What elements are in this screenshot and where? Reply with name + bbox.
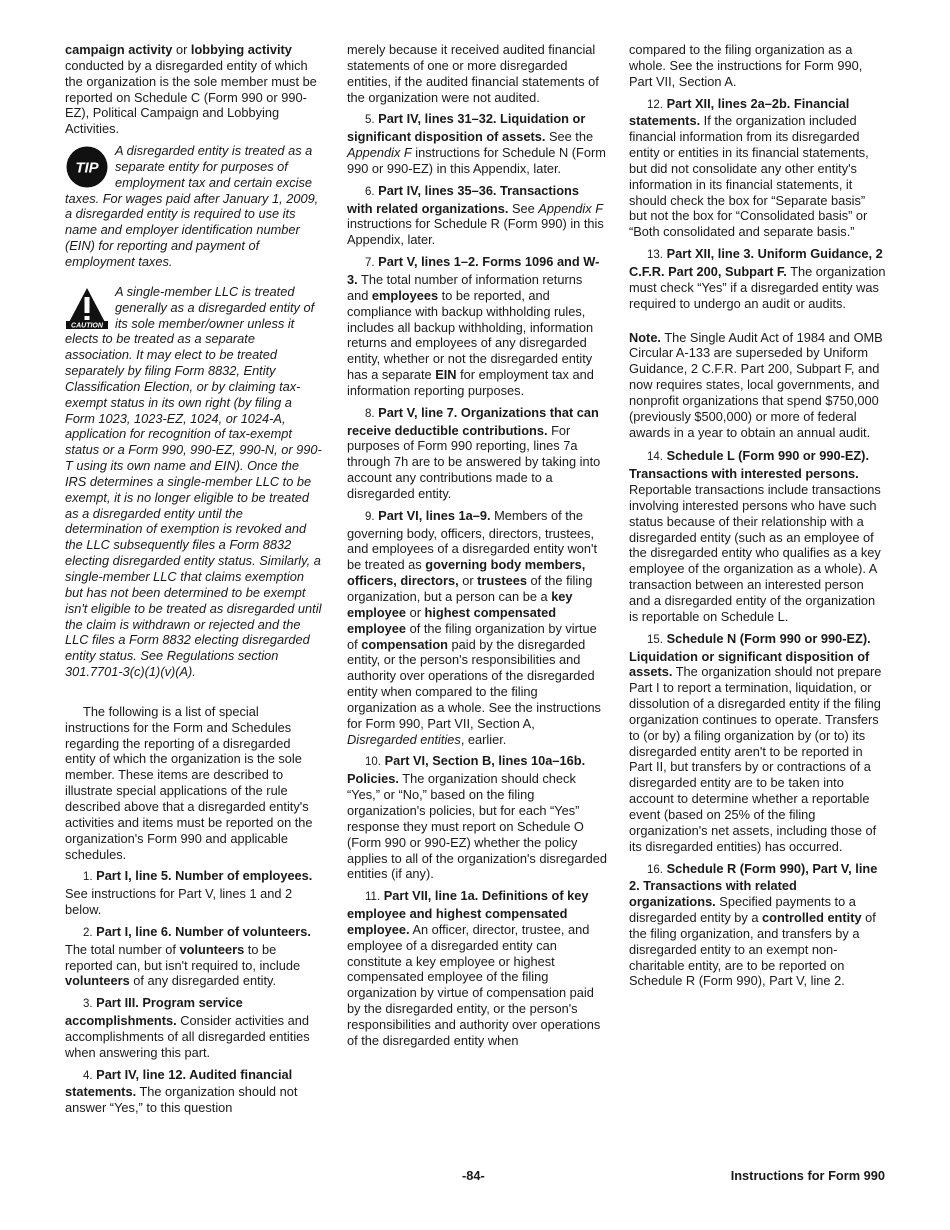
- item-2: 2. Part I, line 6. Number of volunteers. The total number of volunteers to be reported can, but isn't required to, include volunteers of any disregarded entity.: [65, 923, 311, 989]
- tip-icon: [65, 146, 109, 188]
- item-14: 14. Schedule L (Form 990 or 990-EZ). Transactions with interested persons. Reportable transactions include transactions involving interested persons who have such status because of their relationship with a disregarded entity (such as an employee of the disregarded entity who qualifies as a key employee of the organization as a whole). A transaction between an interested person and a disregarded entity of the organization is reportable on Schedule L.: [629, 448, 881, 624]
- item-3: 3. Part III. Program service accomplishments. Consider activities and accomplishments of all disregarded entities when answering this part.: [65, 995, 310, 1060]
- item-5: 5. Part IV, lines 31–32. Liquidation or significant disposition of assets. See the Appendix F instructions for Schedule N (Form 990 or 990-EZ) in this Appendix, later.: [347, 111, 606, 176]
- column-3: [629, 42, 886, 995]
- item-8: 8. Part V, line 7. Organizations that can receive deductible contributions. For purposes of Form 990 reporting, lines 7a through 7h are to be answered by taking into account any contributions made to a disregarded entity.: [347, 404, 601, 501]
- item-9: 9. Part VI, lines 1a–9. Members of the governing body, officers, directors, trustees, and employees of a disregarded entity won't be treated as governing body members, officers, directors, or trustees of the filing organization, but a person can be a key employee or highest compensated employee of the filing organization by virtue of compensation paid by the disregarded entity, or the person's responsibilities and authority over operations of the disregarded entity when compared to the filing organization as a whole. See the instructions for Form 990, Part VII, Section A, Disregarded entities, earlier.: [347, 507, 601, 747]
- item-12: 12. Part XII, lines 2a–2b. Financial statements. If the organization included financial information from its disregarded entity or entities in its financial statements, but did not consolidate any other entity's information in its financial statements, it should check the box for “Separate basis” but not the box for “Consolidated basis” or “Both consolidated and separate basis.”: [629, 95, 869, 240]
- footer-title: Instructions for Form 990: [730, 1168, 885, 1183]
- intro-paragraph: campaign activity or lobbying activity conducted by a disregarded entity of which the organization is the sole member must be reported on Schedule C (Form 990 or 990-EZ), Political Campaign and Lobbying Activities.: [65, 42, 317, 137]
- item-1: 1. Part I, line 5. Number of employees. See instructions for Part V, lines 1 and 2 below.: [65, 868, 313, 918]
- svg-text:CAUTION: CAUTION: [71, 322, 103, 329]
- tip-callout: [65, 143, 323, 270]
- item-7: 7. Part V, lines 1–2. Forms 1096 and W-3. The total number of information returns and employees to be reported, and compliance with backup withholding rules, includes all backup withholding, information returns and employees of any disregarded entity, whether or not the disregarded entity has a separate EIN for employment tax and information reporting purposes.: [347, 254, 600, 398]
- item-4-continued: merely because it received audited financial statements of one or more disregarded entities, if the audited financial statements of the organization were not audited.: [347, 42, 599, 105]
- item-11-continued: compared to the filing organization as a whole. See the instructions for Form 990, Part VII, Section A.: [629, 42, 863, 89]
- caution-callout: [65, 284, 323, 680]
- column-1: [65, 42, 323, 1122]
- svg-text:TIP: TIP: [75, 159, 99, 177]
- column-2: [347, 42, 607, 1055]
- item-4: 4. Part IV, line 12. Audited financial statements. The organization should not answer “Yes,” to this question: [65, 1066, 298, 1116]
- item-16: 16. Schedule R (Form 990), Part V, line 2. Transactions with related organizations. Specified payments to a disregarded entity by a controlled entity of the filing organization, and transfers by a disregarded entity to an exempt non-charitable entity, are to be reported on Schedule R (Form 990), Part V, line 2.: [629, 860, 878, 989]
- following-paragraph: The following is a list of special instructions for the Form and Schedules regarding the reporting of a disregarded entity of which the organization is the sole member. These items are described to illustrate special applications of the rule described above that a disregarded entity's activities and items must be reported on the organization's Form 990 and applicable schedules.: [65, 703, 313, 862]
- caution-icon: [65, 287, 109, 329]
- item-11: 11. Part VII, line 1a. Definitions of key employee and highest compensated employee. An officer, director, trustee, and employee of a disregarded entity can constitute a key employee or highest compensated employee of the filing organization by virtue of compensation paid by the disregarded entity, or the person's responsibilities and authority over operations of the disregarded entity when: [347, 888, 601, 1048]
- tip-text: A disregarded entity is treated as a separate entity for purposes of employment tax and certain excise taxes. For wages paid after January 1, 2009, a disregarded entity is required to use its name and employer identification number (EIN) for reporting and payment of employment taxes.: [65, 143, 319, 269]
- note-paragraph: Note. The Single Audit Act of 1984 and OMB Circular A-133 are superseded by Uniform Guidance, 2 C.F.R. Part 200, Subpart F, and now requires states, local governments, and nonprofit organizations that spend $750,000 (previously $500,000) or more of federal awards in a year to obtain an annual audit.: [629, 329, 883, 440]
- item-13: 13. Part XII, line 3. Uniform Guidance, 2 C.F.R. Part 200, Subpart F. The organization must check “Yes” if a disregarded entity was required to undergo an audit or audits.: [629, 246, 886, 311]
- page-number: -84-: [462, 1168, 485, 1183]
- item-6: 6. Part IV, lines 35–36. Transactions with related organizations. See Appendix F instructions for Schedule R (Form 990) in this Appendix, later.: [347, 182, 604, 248]
- item-15: 15. Schedule N (Form 990 or 990-EZ). Liquidation or significant disposition of assets. The organization should not prepare Part I to report a termination, liquidation, or dissolution of a disregarded entity if the filing organization continues to operate. Transfers to (or by) a filing organization by (or to) its disregarded entity aren't to be reported in Part II, but transfers by or contractions of a disregarded entity are to be taken into account to determine whether a reportable event (based on 25% of the filing organization's net assets, including those of its disregarded entities) has occurred.: [629, 630, 882, 854]
- caution-text: A single-member LLC is treated generally as a disregarded entity of its sole member/owner unless it elects to be treated as a separate association. It may elect to be treated separately by filing Form 8832, Entity Classification Election, or by claiming tax-exempt status in its own right (by filing a Form 1023, 1023-EZ, 1024, or 1024-A, application for recognition of tax-exempt status or a Form 990, 990-EZ, 990-N, or 990-T using its own name and EIN). Once the IRS determines a single-member LLC to be exempt, it is no longer eligible to be treated as a disregarded entity until the determination of exemption is revoked and the LLC subsequently files a Form 8832 electing disregarded entity status. Similarly, a single-member LLC that claims exemption but has not been determined to be exempt isn't eligible to be treated as disregarded until the claim is withdrawn or rejected and the LLC files a Form 8832 electing disregarded entity status. See Regulations section 301.7701-3(c)(1)(v)(A).: [65, 283, 322, 680]
- item-10: 10. Part VI, Section B, lines 10a–16b. Policies. The organization should check “Yes,” or “No,” based on the filing organization's policies, but for each “Yes” response they must report on Schedule O (Form 990 or 990-EZ) whether the policy applies to all of the organization's disregarded entities (if any).: [347, 753, 607, 882]
